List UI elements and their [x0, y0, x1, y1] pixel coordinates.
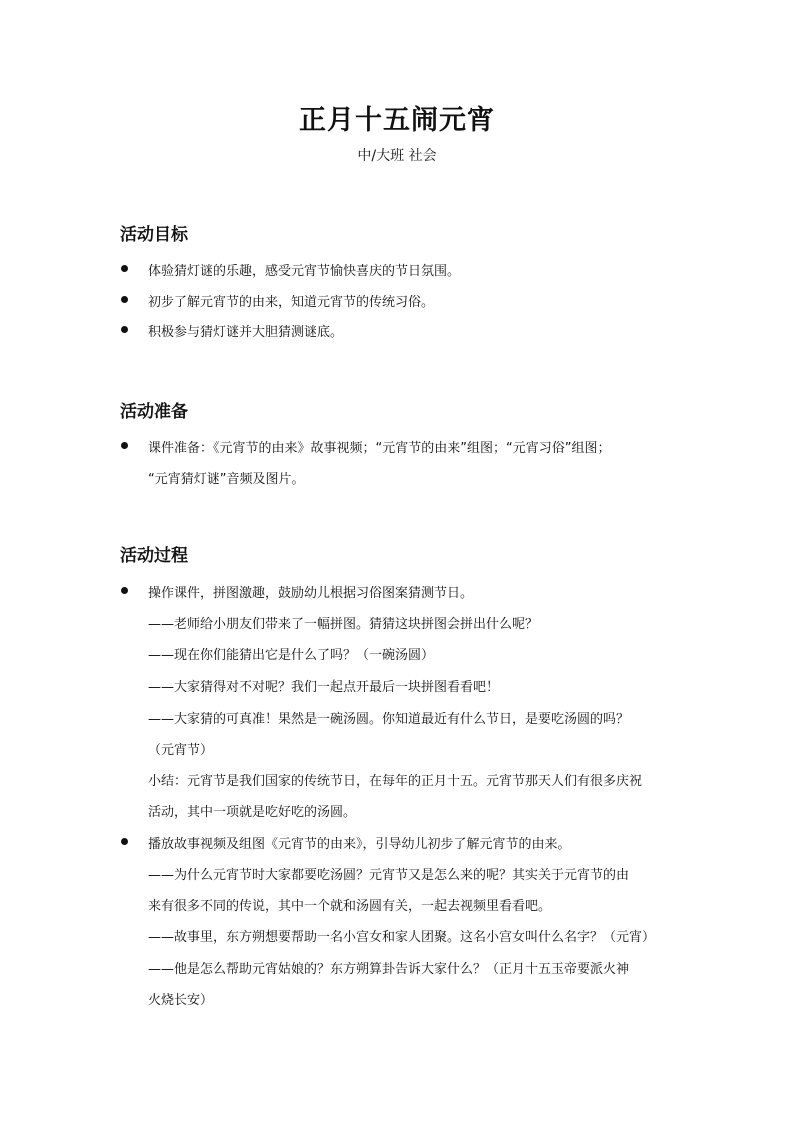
bullet-icon — [121, 442, 128, 449]
bullet-icon — [121, 265, 128, 272]
bullet-icon — [121, 296, 128, 303]
dialogue-line: ——为什么元宵节时大家都要吃汤圆？元宵节又是怎么来的呢？其实关于元宵节的由 — [148, 868, 630, 883]
bullet-icon — [121, 587, 128, 594]
dialogue-line: （元宵节） — [148, 743, 214, 758]
bullet-icon — [121, 838, 128, 845]
dialogue-line: ——大家猜的可真准！果然是一碗汤圆。你知道最近有什么节日，是要吃汤圆的吗？ — [148, 712, 630, 727]
summary-line: 活动，其中一项就是吃好吃的汤圆。 — [148, 805, 357, 820]
dialogue-line: ——老师给小朋友们带来了一幅拼图。猜猜这块拼图会拼出什么呢？ — [148, 617, 539, 632]
dialogue-line: ——现在你们能猜出它是什么了吗？（一碗汤圆） — [148, 648, 435, 663]
dialogue-line: ——大家猜得对不对呢？我们一起点开最后一块拼图看看吧！ — [148, 680, 500, 695]
dialogue-line: 火烧长安） — [148, 993, 214, 1008]
goal-item: 积极参与猜灯谜并大胆猜测谜底。 — [148, 325, 344, 340]
goal-item: 初步了解元宵节的由来，知道元宵节的传统习俗。 — [148, 295, 435, 310]
goal-item: 体验猜灯谜的乐趣，感受元宵节愉快喜庆的节日氛围。 — [148, 264, 461, 279]
process-step: 操作课件，拼图激趣，鼓励幼儿根据习俗图案猜测节日。 — [148, 586, 474, 601]
process-step: 播放故事视频及组图《元宵节的由来》，引导幼儿初步了解元宵节的由来。 — [148, 837, 571, 852]
bullet-icon — [121, 326, 128, 333]
preparation-item-continued: “元宵猜灯谜”音频及图片。 — [148, 472, 305, 487]
dialogue-line: ——他是怎么帮助元宵姑娘的？东方朔算卦告诉大家什么？（正月十五玉帝要派火神 — [148, 962, 630, 977]
section-heading-process: 活动过程 — [120, 546, 188, 566]
dialogue-line: ——故事里，东方朔想要帮助一名小宫女和家人团聚。这名小宫女叫什么名字？（元宵） — [148, 930, 656, 945]
document-subtitle: 中/大班 社会 — [357, 148, 437, 164]
document-title: 正月十五闹元宵 — [299, 105, 495, 136]
section-heading-goals: 活动目标 — [120, 225, 188, 245]
summary-line: 小结：元宵节是我们国家的传统节日，在每年的正月十五。元宵节那天人们有很多庆祝 — [148, 774, 643, 789]
preparation-item: 课件准备：《元宵节的由来》故事视频；“元宵节的由来”组图；“元宵习俗”组图； — [148, 441, 611, 456]
dialogue-line: 来有很多不同的传说，其中一个就和汤圆有关，一起去视频里看看吧。 — [148, 899, 552, 914]
section-heading-preparation: 活动准备 — [120, 402, 188, 422]
